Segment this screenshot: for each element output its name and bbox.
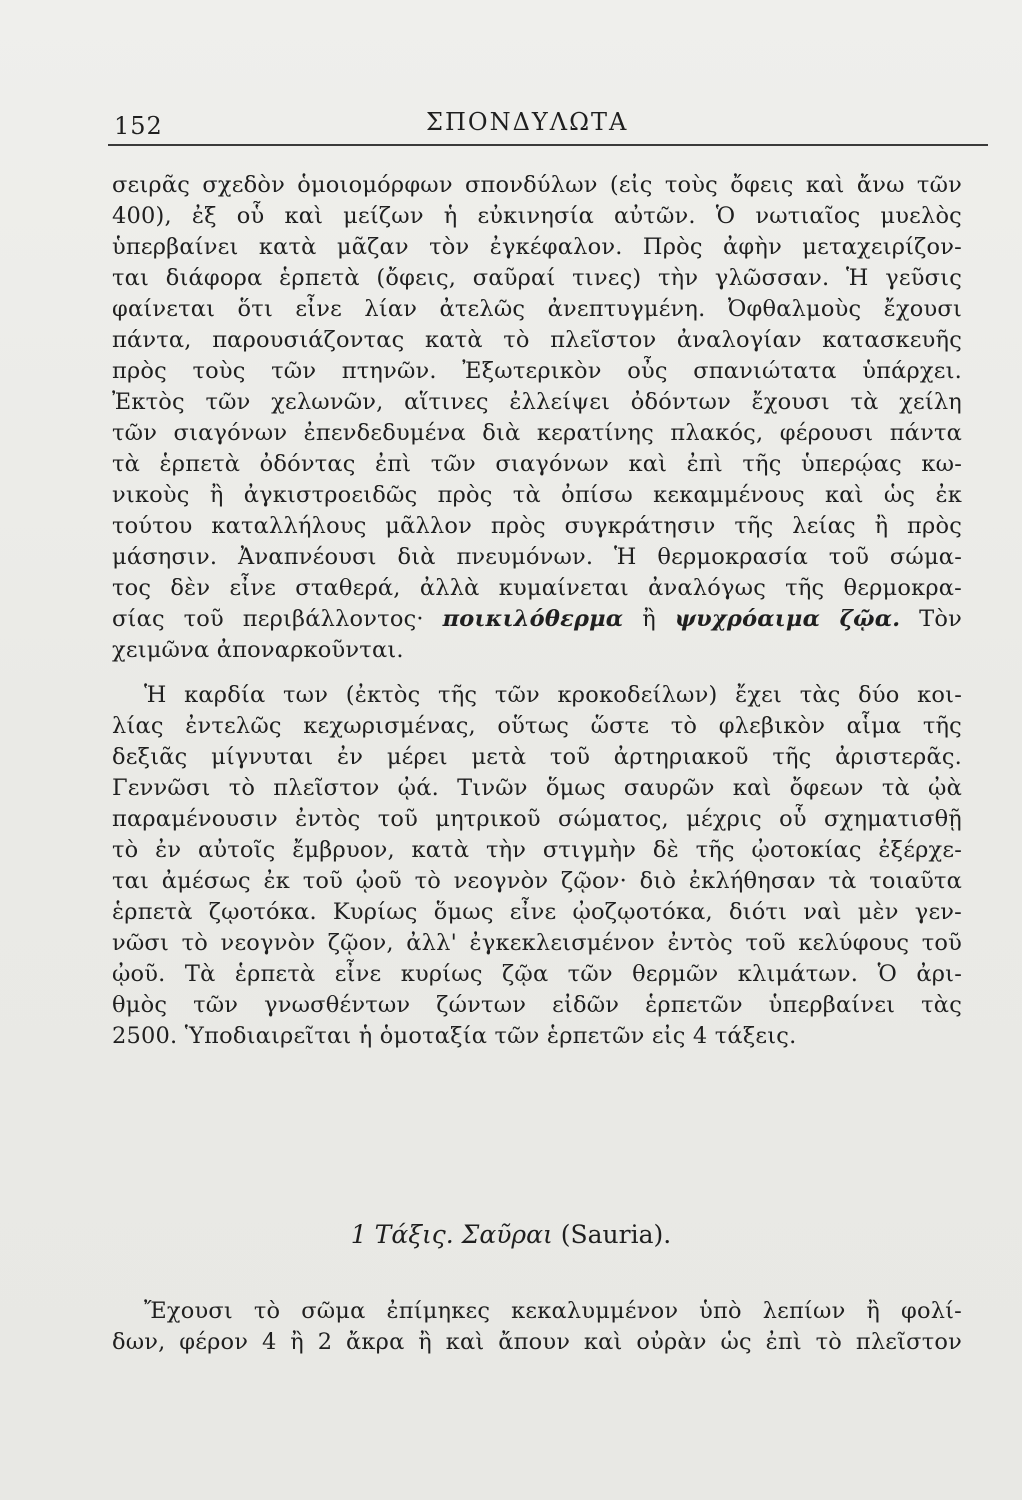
text-line: δων, φέρον 4 ἢ 2 ἄκρα ἢ καὶ ἄπουν καὶ οὐρὰν ὡς ἐπὶ τὸ πλεῖστον: [112, 1329, 962, 1355]
text-line: δεξιᾶς μίγνυται ἐν μέρει μετὰ τοῦ ἀρτηριακοῦ τῆς ἀριστερᾶς.: [112, 744, 962, 770]
paragraph-1: [112, 170, 962, 666]
page-number: 152: [114, 112, 163, 140]
text-line: παραμένουσιν ἐντὸς τοῦ μητρικοῦ σώματος, μέχρις οὗ σχηματισθῇ: [112, 806, 962, 832]
paragraph-gap: [112, 666, 962, 680]
text-line: τὸ ἐν αὐτοῖς ἔμβρυον, κατὰ τὴν στιγμὴν δὲ τῆς ᾠοτοκίας ἐξέρχε-: [112, 837, 962, 863]
text-line: ἑρπετὰ ζῳοτόκα. Κυρίως ὅμως εἶνε ᾠοζῳοτόκα, διότι ναὶ μὲν γεν-: [112, 899, 962, 925]
paragraph-3: [112, 1296, 962, 1358]
text-run: ἢ: [642, 606, 656, 632]
text-line: τῶν σιαγόνων ἐπενδεδυμένα διὰ κερατίνης πλακός, φέρουσι πάντα: [112, 420, 962, 446]
text-line: θμὸς τῶν γνωσθέντων ζώντων εἰδῶν ἑρπετῶν ὑπερβαίνει τὰς: [112, 992, 962, 1018]
text-line: Ἔχουσι τὸ σῶμα ἐπίμηκες κεκαλυμμένον ὑπὸ λεπίων ἢ φολί-: [144, 1298, 962, 1324]
section-heading-italic: 1 Τάξις. Σαῦραι: [350, 1220, 553, 1249]
text-line: ὑπερβαίνει κατὰ μᾶζαν τὸν ἐγκέφαλον. Πρὸς ἀφὴν μεταχειρίζον-: [112, 234, 962, 260]
page-header: [108, 100, 988, 150]
paragraph-2: [112, 680, 962, 1052]
section-heading: [0, 1220, 1022, 1249]
text-line: ται ἀμέσως ἐκ τοῦ ᾠοῦ τὸ νεογνὸν ζῷον· διὸ ἐκλήθησαν τὰ τοιαῦτα: [112, 868, 962, 894]
section-heading-latin: (Sauria).: [560, 1220, 672, 1249]
text-line: τος δὲν εἶνε σταθερά, ἀλλὰ κυμαίνεται ἀναλόγως τῆς θερμοκρα-: [112, 575, 962, 601]
text-line: σειρᾶς σχεδὸν ὁμοιομόρφων σπονδύλων (εἰς τοὺς ὄφεις καὶ ἄνω τῶν: [112, 172, 962, 198]
text-line: νῶσι τὸ νεογνὸν ζῷον, ἀλλ' ἐγκεκλεισμένον ἐντὸς τοῦ κελύφους τοῦ: [112, 930, 962, 956]
text-line: πάντα, παρουσιάζοντας κατὰ τὸ πλεῖστον ἀναλογίαν κατασκευῆς: [112, 327, 962, 353]
header-rule: [108, 144, 988, 146]
text-line: φαίνεται ὅτι εἶνε λίαν ἀτελῶς ἀνεπτυγμένη. Ὀφθαλμοὺς ἔχουσι: [112, 296, 962, 322]
text-line: Ἡ καρδία των (ἐκτὸς τῆς τῶν κροκοδείλων) ἔχει τὰς δύο κοι-: [144, 682, 962, 708]
text-line: λίας ἐντελῶς κεχωρισμένας, οὕτως ὥστε τὸ φλεβικὸν αἷμα τῆς: [112, 713, 962, 739]
text-line: τὰ ἑρπετὰ ὀδόντας ἐπὶ τῶν σιαγόνων καὶ ἐπὶ τῆς ὑπερῴας κω-: [112, 451, 962, 477]
text-run: Τὸν: [919, 606, 962, 632]
text-line: ᾠοῦ. Τὰ ἑρπετὰ εἶνε κυρίως ζῷα τῶν θερμῶν κλιμάτων. Ὁ ἀρι-: [112, 961, 962, 987]
text-line: τούτου καταλλήλους μᾶλλον πρὸς συγκράτησιν τῆς λείας ἢ πρὸς: [112, 513, 962, 539]
text-line-emphasis: [112, 604, 962, 635]
text-line: 400), ἐξ οὗ καὶ μείζων ἡ εὐκινησία αὐτῶν. Ὁ νωτιαῖος μυελὸς: [112, 203, 962, 229]
main-text: [112, 170, 962, 1052]
text-line: ται διάφορα ἑρπετὰ (ὄφεις, σαῦραί τινες) τὴν γλῶσσαν. Ἡ γεῦσις: [112, 265, 962, 291]
running-title: ΣΠΟΝΔΥΛΩΤΑ: [426, 108, 629, 136]
text-line: 2500. Ὑποδιαιρεῖται ἡ ὁμοταξία τῶν ἑρπετῶν εἰς 4 τάξεις.: [112, 1023, 797, 1049]
text-line: πρὸς τοὺς τῶν πτηνῶν. Ἐξωτερικὸν οὖς σπανιώτατα ὑπάρχει.: [112, 358, 962, 384]
text-run: σίας τοῦ περιβάλλοντος·: [112, 606, 424, 632]
text-line: Γεννῶσι τὸ πλεῖστον ᾠά. Τινῶν ὅμως σαυρῶν καὶ ὄφεων τὰ ᾠὰ: [112, 775, 962, 801]
text-line: Ἐκτὸς τῶν χελωνῶν, αἵτινες ἐλλείψει ὀδόντων ἔχουσι τὰ χείλη: [112, 389, 962, 415]
emphasized-term: ψυχρόαιμα ζῷα.: [674, 606, 901, 632]
emphasized-term: ποικιλόθερμα: [442, 606, 624, 632]
text-line: νικοὺς ἢ ἀγκιστροειδῶς πρὸς τὰ ὀπίσω κεκαμμένους καὶ ὡς ἐκ: [112, 482, 962, 508]
text-line: μάσησιν. Ἀναπνέουσι διὰ πνευμόνων. Ἡ θερμοκρασία τοῦ σώμα-: [112, 544, 962, 570]
text-line: χειμῶνα ἀποναρκοῦνται.: [112, 637, 404, 663]
